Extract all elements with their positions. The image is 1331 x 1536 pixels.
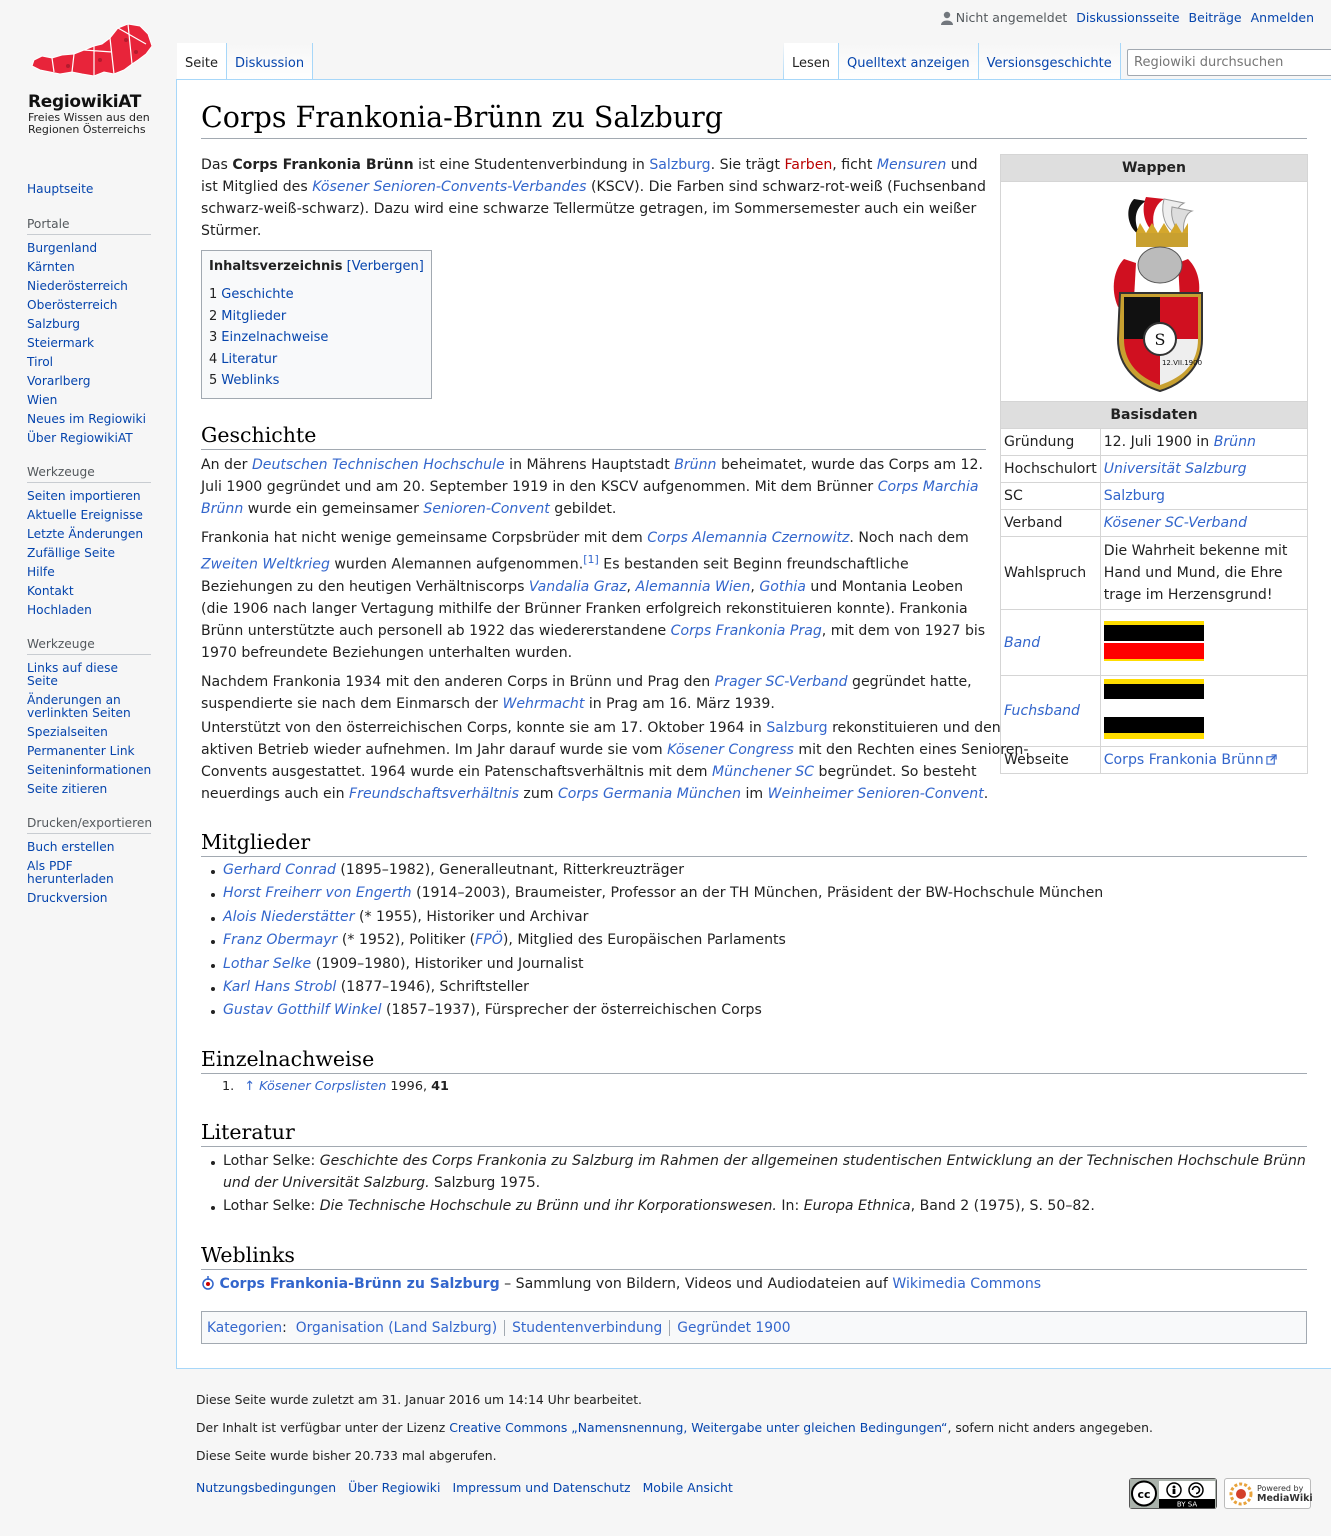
link-wehrmacht[interactable]: Wehrmacht [502, 695, 585, 712]
link-frankonia-prag[interactable]: Corps Frankonia Prag [670, 622, 822, 639]
label-gruendung: Gründung [1001, 429, 1101, 456]
footer-link-imprint[interactable]: Impressum und Datenschutz [452, 1480, 631, 1496]
toc-item[interactable]: 4 Literatur [209, 351, 278, 367]
reference-1[interactable]: [1] [583, 553, 599, 566]
powered-by-text: Powered by [1257, 1484, 1304, 1493]
austria-map-logo [28, 20, 152, 90]
link-bruenn[interactable]: Brünn [1213, 434, 1256, 450]
link-mensuren[interactable]: Mensuren [876, 157, 947, 173]
table-of-contents [201, 250, 432, 399]
sidebar-item-related-changes[interactable]: Änderungen an verlinkten Seiten [27, 693, 131, 720]
link-germania-muenchen[interactable]: Corps Germania München [557, 786, 742, 802]
sidebar-item-pdf[interactable]: Als PDF herunterladen [27, 859, 114, 886]
link-weinheimer[interactable]: Weinheimer Senioren-Convent [767, 786, 984, 802]
sidebar-item-steiermark[interactable]: Steiermark [27, 336, 95, 350]
footer-lastmod: Diese Seite wurde zuletzt am 31. Januar 2016 um 14:14 Uhr bearbeitet. [196, 1392, 642, 1407]
site-logo[interactable] [18, 18, 160, 142]
band-colors [1100, 610, 1307, 676]
sidebar-item-burgenland[interactable]: Burgenland [27, 241, 98, 255]
powered-by-mediawiki-badge[interactable] [1224, 1478, 1311, 1509]
member-link[interactable]: Gerhard Conrad [223, 862, 336, 878]
sidebar-item-salzburg[interactable]: Salzburg [27, 317, 80, 331]
toc-title: Inhaltsverzeichnis [209, 259, 343, 274]
category-organisation[interactable]: Organisation (Land Salzburg) [295, 1319, 498, 1336]
band-image [1104, 621, 1204, 661]
personal-tools [941, 10, 1314, 25]
svg-text:cc: cc [1137, 1488, 1151, 1501]
print-heading: Drucken/exportieren [27, 816, 151, 834]
heading-literatur: Literatur [201, 1119, 1307, 1147]
category-studentenverbindung[interactable]: Studentenverbindung [512, 1319, 663, 1336]
coat-of-arms-image [1084, 189, 1224, 395]
tools-heading: Werkzeuge [27, 465, 151, 483]
portals-heading: Portale [27, 217, 151, 235]
footer [196, 1393, 1153, 1495]
link-band[interactable]: Band [1004, 634, 1041, 651]
login-link[interactable]: Anmelden [1250, 10, 1314, 25]
label-hochschulort: Hochschulort [1001, 456, 1101, 483]
value-wahlspruch: Die Wahrheit bekenne mit Hand und Mund, die Ehre trage im Herzensgrund! [1100, 537, 1307, 610]
talk-link[interactable]: Diskussionsseite [1076, 10, 1180, 25]
infobox-wappen-heading: Wappen [1001, 155, 1308, 182]
section-mitglieder [201, 859, 1307, 1023]
sidebar-item-info[interactable]: Seiteninformationen [27, 763, 152, 777]
value-gruendung: 12. Juli 1900 in Brünn [1100, 429, 1307, 456]
link-vandalia[interactable]: Vandalia Graz [528, 578, 627, 595]
link-muenchener-sc[interactable]: Münchener SC [711, 764, 815, 780]
link-marchia[interactable]: Corps Marchia Brünn [201, 479, 979, 517]
member-link[interactable]: Horst Freiherr von Engerth [223, 885, 412, 902]
logo-name: RegiowikiAT [28, 92, 142, 112]
list-item: Alois Niederstätter (* 1955), Historiker und Archivar [201, 906, 1307, 929]
link-fuchsband[interactable]: Fuchsband [1004, 703, 1080, 719]
sidebar-item-upload[interactable]: Hochladen [27, 603, 92, 617]
footer-link-about[interactable]: Über Regiowiki [348, 1480, 441, 1496]
sidebar-item-import[interactable]: Seiten importieren [27, 489, 141, 503]
sidebar-item-wien[interactable]: Wien [27, 393, 58, 407]
content-area [176, 79, 1331, 1369]
tab-lesen[interactable]: Lesen [784, 43, 839, 80]
link-senioren-convent[interactable]: Senioren-Convent [423, 501, 550, 517]
link-bruenn-2[interactable]: Brünn [674, 457, 717, 473]
references-list: 1. ↑ Kösener Corpslisten 1996, 41 [222, 1079, 449, 1094]
infobox [1000, 154, 1308, 774]
member-link[interactable]: Alois Niederstätter [223, 908, 355, 925]
link-fpoe[interactable]: FPÖ [475, 932, 503, 949]
tab-diskussion[interactable]: Diskussion [227, 43, 313, 80]
sidebar-page-tools [27, 637, 151, 799]
tab-versionsgeschichte[interactable]: Versionsgeschichte [979, 43, 1121, 80]
mediawiki-logo-icon [1228, 1481, 1254, 1507]
intro-bold: Corps Frankonia Brünn [232, 157, 414, 173]
footer-places [196, 1480, 1153, 1495]
sidebar-item-neues[interactable]: Neues im Regiowiki [27, 412, 146, 426]
sidebar-item-cite[interactable]: Seite zitieren [27, 782, 108, 796]
category-links: Kategorien : Organisation (Land Salzburg) Studentenverbindung Gegründet 1900 [201, 1311, 1307, 1344]
sidebar-item-help[interactable]: Hilfe [27, 565, 55, 579]
link-uni-salzburg[interactable]: Universität Salzburg [1103, 461, 1247, 477]
sidebar-item-ueber[interactable]: Über RegiowikiAT [27, 431, 133, 445]
link-gothia[interactable]: Gothia [759, 578, 806, 595]
footer-link-mobile[interactable]: Mobile Ansicht [642, 1480, 733, 1496]
toc-toggle[interactable]: [Verbergen] [346, 259, 424, 274]
sidebar-item-hauptseite[interactable]: Hauptseite [27, 182, 94, 196]
link-salzburg-2[interactable]: Salzburg [766, 720, 828, 736]
svg-text:S: S [1154, 329, 1166, 349]
sidebar-item-contact[interactable]: Kontakt [27, 584, 74, 598]
ref-number: 1. [222, 1079, 235, 1094]
heading-einzelnachweise: Einzelnachweise [201, 1046, 1307, 1074]
commons-category-link[interactable]: Corps Frankonia-Brünn zu Salzburg [219, 1276, 500, 1292]
sidebar-item-book[interactable]: Buch erstellen [27, 840, 115, 854]
toc-item[interactable]: 3 Einzelnachweise [209, 330, 329, 345]
label-wahlspruch: Wahlspruch [1001, 537, 1101, 610]
divider [504, 1320, 505, 1336]
sidebar-item-permalink[interactable]: Permanenter Link [27, 744, 135, 758]
mediawiki-text: MediaWiki [1257, 1493, 1313, 1504]
sidebar-main [27, 180, 151, 199]
page-tools-heading: Werkzeuge [27, 637, 151, 655]
cc-by-sa-badge[interactable] [1129, 1478, 1217, 1509]
search-input[interactable] [1127, 49, 1331, 76]
list-item: Lothar Selke (1909–1980), Historiker und Journalist [201, 953, 1307, 976]
sidebar-item-whatlinkshere[interactable]: Links auf diese Seite [27, 661, 119, 688]
heading-weblinks: Weblinks [201, 1242, 1307, 1270]
link-prager-sc[interactable]: Prager SC-Verband [714, 673, 848, 690]
sidebar-print [27, 816, 151, 908]
section-geschichte: An der Deutschen Technischen Hochschule in Mährens Hauptstadt Brünn beheimatet, wurde das Corps am 12. Juli 1900 gegründet und am 20. September 1919 in den KSCV aufgenommen. Mit dem Brünner Corps Marchia Brünn wurde ein gemeinsamer Senioren-Convent gebildet. Frankonia hat nicht wenige gemeinsame Corpsbrüder mit dem Corps Alemannia Czernowitz. Noch nach dem Zweiten Weltkrieg wurden Alemannen aufgenommen.[1] Es bestanden seit Beginn freundschaftliche Beziehungen zu den heutigen Verhältniscorps Vandalia Graz, Alemannia Wien, Gothia und Montania Leoben (die 1906 nach langer Vertagung mithilfe der Brünner Franken erfolgreich rekonstituieren konnte). Frankonia Brünn unterstützte auch personell ab 1922 das wiedererstandene Corps Frankonia Prag, mit dem von 1927 bis 1970 befreundete Beziehungen unterhalten wurden. Nachdem Frankonia 1934 mit den anderen Corps in Brünn und Prag den Prager SC-Verband gegründet hatte, suspendierte sie nach dem Einmarsch der Wehrmacht in Prag am 16. März 1939. [201, 457, 986, 712]
list-item: Franz Obermayr (* 1952), Politiker (FPÖ), Mitglied des Europäischen Parlaments [201, 929, 1307, 952]
view-tabs [783, 43, 1121, 80]
link-salzburg[interactable]: Salzburg [649, 157, 711, 173]
member-link[interactable]: Lothar Selke [223, 955, 312, 972]
wikimedia-commons-link[interactable]: Wikimedia Commons [892, 1276, 1042, 1292]
tab-quelltext[interactable]: Quelltext anzeigen [839, 43, 979, 80]
namespace-tabs [177, 43, 313, 80]
section-geschichte-last: Unterstützt von den österreichischen Corps, konnte sie am 17. Oktober 1964 in Salzburg rekonstituieren und den aktiven Betrieb wieder aufnehmen. Im Jahr darauf wurde sie vom Kösener Congress mit den Rechten eines Senioren-Convents ausgestattet. 1964 wurde ein Patenschaftsverhältnis mit dem Münchener SC begründet. So besteht neuerdings auch ein Freundschaftsverhältnis zum Corps Germania München im Weinheimer Senioren-Convent. [201, 720, 1029, 802]
section-literatur [201, 1150, 1307, 1217]
sidebar-item-oberoesterreich[interactable]: Oberösterreich [27, 298, 118, 312]
sidebar-item-events[interactable]: Aktuelle Ereignisse [27, 508, 143, 522]
user-icon [941, 11, 953, 25]
not-logged-in [941, 10, 1068, 25]
footer-views: Diese Seite wurde bisher 20.733 mal abgerufen. [196, 1448, 497, 1463]
fuchsband-image [1104, 679, 1204, 739]
sidebar-tools [27, 465, 151, 620]
category-gegruendet-1900[interactable]: Gegründet 1900 [677, 1319, 791, 1336]
contributions-link[interactable]: Beiträge [1188, 10, 1242, 25]
sidebar-item-recent-changes[interactable]: Letzte Änderungen [27, 527, 144, 541]
toc-item[interactable]: 2 Mitglieder [209, 308, 287, 324]
fuchsband-colors [1100, 676, 1307, 747]
label-webseite: Webseite [1001, 747, 1101, 774]
list-item: Gustav Gotthilf Winkel (1857–1937), Fürsprecher der österreichischen Corps [201, 999, 1307, 1022]
link-dth[interactable]: Deutschen Technischen Hochschule [251, 457, 505, 473]
page-title: Corps Frankonia-Brünn zu Salzburg [201, 100, 1307, 139]
heading-geschichte: Geschichte [201, 422, 986, 450]
ref-backlink[interactable]: ↑ [244, 1079, 256, 1094]
link-koesener-sc[interactable]: Kösener SC-Verband [1103, 515, 1248, 531]
list-item: Gerhard Conrad (1895–1982), Generalleutnant, Ritterkreuzträger [201, 859, 1307, 882]
license-link[interactable]: Creative Commons „Namensnennung, Weitergabe unter gleichen Bedingungen“ [449, 1420, 948, 1435]
divider [669, 1320, 670, 1336]
sidebar-portals [27, 217, 151, 448]
commons-icon [201, 1276, 215, 1290]
link-kscv[interactable]: Kösener Senioren-Convents-Verbandes [312, 179, 587, 195]
sidebar-item-niederoesterreich[interactable]: Niederösterreich [27, 279, 128, 293]
label-sc: SC [1001, 483, 1101, 510]
member-link[interactable]: Gustav Gotthilf Winkel [223, 1002, 382, 1019]
svg-text:BY SA: BY SA [1176, 1500, 1198, 1508]
intro-paragraph: Das Corps Frankonia Brünn ist eine Studentenverbindung in Salzburg. Sie trägt Farben, ficht Mensuren und ist Mitglied des Kösener Senioren-Convents-Verbandes (KSCV). Die Farben sind schwarz-rot-weiß (Fuchsenband schwarz-weiß-schwarz). Dazu wird eine schwarze Tellermütze getragen, im Sommersemester auch ein weißer Stürmer. [201, 157, 986, 239]
infobox-basis-heading: Basisdaten [1001, 402, 1308, 429]
section-weblinks: Corps Frankonia-Brünn zu Salzburg – Sammlung von Bildern, Videos und Audiodateien auf Wikimedia Commons [201, 1273, 1307, 1295]
toc-item[interactable]: 1 Geschichte [209, 287, 294, 302]
link-alemannia-czernowitz[interactable]: Corps Alemannia Czernowitz [647, 530, 850, 546]
cc-license-icon [1130, 1479, 1216, 1508]
link-farben[interactable]: Farben [784, 157, 833, 173]
sidebar-item-kaernten[interactable]: Kärnten [27, 260, 75, 274]
logo-tagline: Freies Wissen aus den Regionen Österreichs [28, 111, 150, 136]
member-link[interactable]: Franz Obermayr [223, 932, 338, 949]
link-freundschaft[interactable]: Freundschaftsverhältnis [349, 786, 519, 802]
sidebar-item-print[interactable]: Druckversion [27, 891, 108, 905]
coat-motto: 12.VII.1900 [1161, 358, 1203, 367]
sidebar-item-special[interactable]: Spezialseiten [27, 725, 108, 739]
list-item: Lothar Selke: Die Technische Hochschule zu Brünn und ihr Korporationswesen. In: Europa Ethnica, Band 2 (1975), S. 50–82. [201, 1195, 1307, 1217]
member-link[interactable]: Karl Hans Strobl [223, 979, 337, 996]
coat-of-arms[interactable] [1001, 182, 1308, 402]
sidebar-item-tirol[interactable]: Tirol [27, 355, 54, 369]
sidebar-item-vorarlberg[interactable]: Vorarlberg [27, 374, 91, 388]
footer-license: Der Inhalt ist verfügbar unter der Lizenz Creative Commons „Namensnennung, Weitergabe unter gleichen Bedingungen“, sofern nicht anders angegeben. [196, 1420, 1153, 1435]
link-sc-salzburg[interactable]: Salzburg [1103, 488, 1165, 504]
link-alemannia-wien[interactable]: Alemannia Wien [635, 578, 751, 595]
external-link-icon [1266, 754, 1277, 765]
toc-item[interactable]: 5 Weblinks [209, 373, 280, 388]
heading-mitglieder: Mitglieder [201, 829, 1307, 857]
footer-link-terms[interactable]: Nutzungsbedingungen [196, 1480, 337, 1496]
link-webseite[interactable]: Corps Frankonia Brünn [1103, 752, 1264, 768]
link-koesener-congress[interactable]: Kösener Congress [667, 742, 794, 758]
categories-label[interactable]: Kategorien [207, 1319, 283, 1336]
link-weltkrieg[interactable]: Zweiten Weltkrieg [201, 556, 330, 573]
list-item: Horst Freiherr von Engerth (1914–2003), Braumeister, Professor an der TH München, Präsident der BW-Hochschule München [201, 882, 1307, 905]
login-status: Nicht angemeldet [955, 10, 1068, 25]
sidebar-item-random[interactable]: Zufällige Seite [27, 546, 115, 560]
list-item: Lothar Selke: Geschichte des Corps Frankonia zu Salzburg im Rahmen der allgemeinen studentischen Entwicklung an der Technischen Hochschule Brünn und der Universität Salzburg. Salzburg 1975. [201, 1150, 1307, 1194]
label-verband: Verband [1001, 510, 1101, 537]
sidebar [0, 180, 176, 920]
list-item: Karl Hans Strobl (1877–1946), Schriftsteller [201, 976, 1307, 999]
ref-link-corpslisten[interactable]: Kösener Corpslisten [259, 1079, 387, 1094]
tab-seite[interactable]: Seite [177, 43, 227, 80]
